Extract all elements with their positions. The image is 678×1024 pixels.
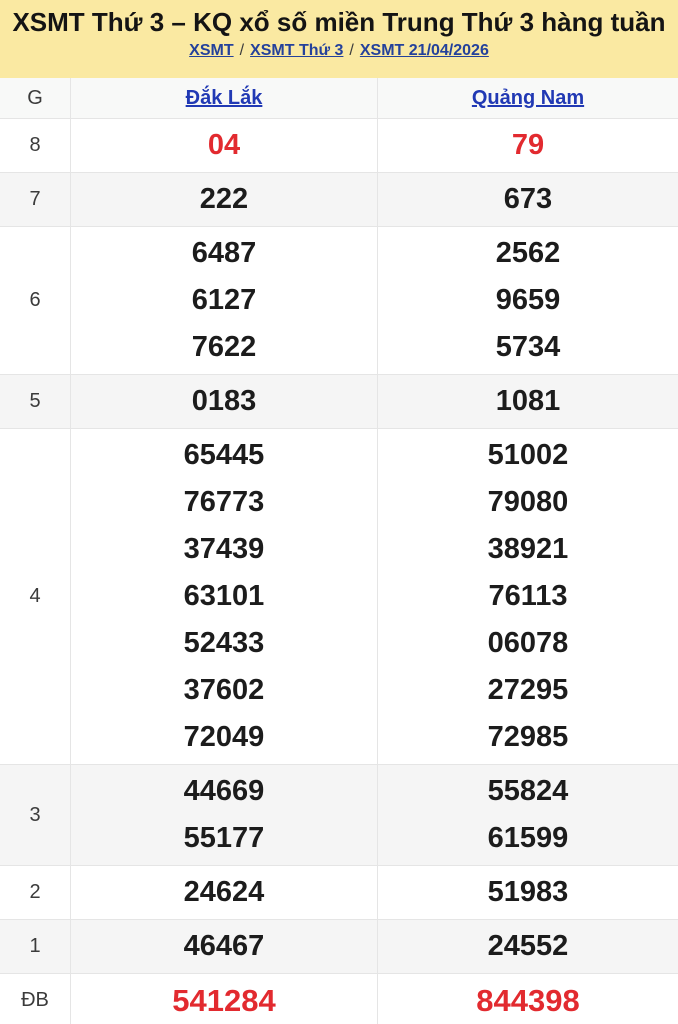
prize-value: 541284: [172, 983, 276, 1018]
prize-value: 24552: [487, 930, 569, 962]
prize-value: 6487: [191, 237, 257, 269]
prize-value: 06078: [487, 627, 569, 659]
column-header-dak-lak: [71, 78, 378, 118]
breadcrumb-link-date[interactable]: XSMT 21/04/2026: [359, 41, 489, 59]
prize-value: 673: [503, 183, 553, 215]
dak-lak-values: [71, 227, 378, 374]
quang-nam-values: [378, 866, 678, 919]
prize-value: 79080: [487, 486, 569, 518]
prize-value: 222: [199, 183, 249, 215]
tier-label: 7: [0, 173, 71, 226]
prize-value: 55824: [487, 775, 569, 807]
prize-value: 9659: [495, 284, 561, 316]
dak-lak-values: [71, 173, 378, 226]
tier-label: 1: [0, 920, 71, 973]
tier-label: ĐB: [0, 974, 71, 1024]
dak-lak-values: [71, 920, 378, 973]
quang-nam-values: [378, 765, 678, 865]
dak-lak-values: [71, 765, 378, 865]
prize-value: 51983: [487, 876, 569, 908]
prize-value: 76773: [183, 486, 265, 518]
dak-lak-values: [71, 119, 378, 172]
prize-value: 7622: [191, 331, 257, 363]
quang-nam-values: [378, 375, 678, 428]
quang-nam-values: [378, 429, 678, 764]
results-table: [0, 78, 678, 1024]
prize-value: 27295: [487, 674, 569, 706]
tier-column-header: G: [0, 78, 71, 118]
prize-row-2: [0, 866, 678, 920]
prize-value: 65445: [183, 439, 265, 471]
tier-label: 4: [0, 429, 71, 764]
quang-nam-values: [378, 119, 678, 172]
page-header: [0, 0, 678, 78]
prize-row-ĐB: [0, 974, 678, 1024]
quang-nam-values: [378, 227, 678, 374]
prize-row-6: [0, 227, 678, 375]
quang-nam-values: [378, 920, 678, 973]
dak-lak-values: [71, 866, 378, 919]
prize-value: 72985: [487, 721, 569, 753]
breadcrumb-separator: /: [349, 41, 354, 59]
prize-row-7: [0, 173, 678, 227]
prize-value: 51002: [487, 439, 569, 471]
dak-lak-values: [71, 375, 378, 428]
breadcrumb-link-xsmt-thu3[interactable]: XSMT Thứ 3: [250, 41, 344, 59]
prize-value: 37439: [183, 533, 265, 565]
quang-nam-values: [378, 974, 678, 1024]
prize-value: 79: [511, 129, 545, 161]
tier-label: 5: [0, 375, 71, 428]
prize-value: 24624: [183, 876, 265, 908]
prize-value: 72049: [183, 721, 265, 753]
dak-lak-values: [71, 974, 378, 1024]
breadcrumb-link-xsmt[interactable]: XSMT: [189, 41, 234, 59]
prize-value: 38921: [487, 533, 569, 565]
province-link-dak-lak[interactable]: Đắk Lắk: [185, 86, 263, 109]
column-header-quang-nam: [378, 78, 678, 118]
prize-row-1: [0, 920, 678, 974]
prize-row-3: [0, 765, 678, 866]
prize-value: 63101: [183, 580, 265, 612]
prize-row-5: [0, 375, 678, 429]
breadcrumb-separator: /: [239, 41, 245, 59]
breadcrumb: [0, 42, 678, 60]
prize-value: 1081: [495, 385, 561, 417]
prize-value: 44669: [183, 775, 265, 807]
prize-rows: [0, 119, 678, 1024]
prize-value: 6127: [191, 284, 257, 316]
prize-value: 55177: [183, 822, 265, 854]
dak-lak-values: [71, 429, 378, 764]
quang-nam-values: [378, 173, 678, 226]
province-link-quang-nam[interactable]: Quảng Nam: [471, 86, 585, 109]
page-title: XSMT Thứ 3 – KQ xổ số miền Trung Thứ 3 hàng tuần: [12, 7, 666, 37]
prize-row-8: [0, 119, 678, 173]
prize-value: 844398: [476, 983, 580, 1018]
tier-label: 3: [0, 765, 71, 865]
prize-value: 52433: [183, 627, 265, 659]
tier-label: 6: [0, 227, 71, 374]
prize-value: 04: [207, 129, 241, 161]
prize-value: 0183: [191, 385, 257, 417]
tier-label: 8: [0, 119, 71, 172]
prize-value: 61599: [487, 822, 569, 854]
prize-value: 37602: [183, 674, 265, 706]
prize-row-4: [0, 429, 678, 765]
tier-label: 2: [0, 866, 71, 919]
prize-value: 76113: [488, 580, 568, 612]
prize-value: 2562: [495, 237, 561, 269]
table-header-row: [0, 78, 678, 119]
prize-value: 46467: [183, 930, 265, 962]
prize-value: 5734: [495, 331, 561, 363]
